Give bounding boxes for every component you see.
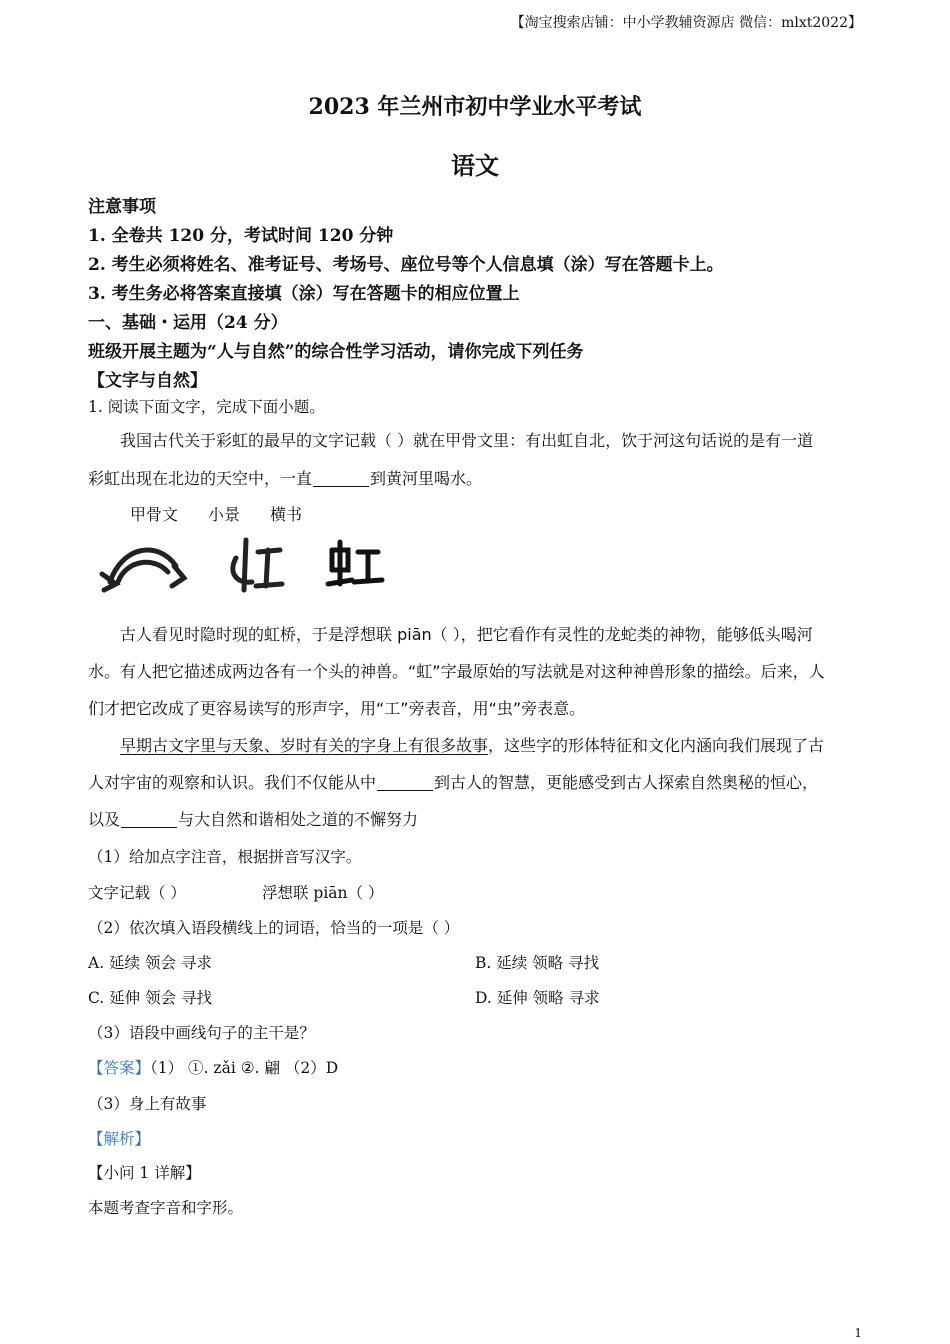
passage-line: 彩虹出现在北边的天空中，一直 到黄河里喝水。 — [88, 469, 483, 488]
passage-line: 古人看见时隐时现的虹桥，于是浮想联 piān（ ），把它看作有灵性的龙蛇类的神物，能够低头喝河 — [120, 625, 813, 644]
xiaojing-hong-glyph — [233, 540, 282, 590]
hengshu-hong-glyph — [328, 542, 382, 584]
subquestion-1-a: 文字记载（ ） — [88, 884, 186, 902]
passage-line: 人对宇宙的观察和认识。我们不仅能从中 到古人的智慧，更能感受到古人探索自然奥秘的恒心， — [88, 773, 819, 792]
passage-line: 以及 与大自然和谐相处之道的不懈努力 — [88, 810, 419, 829]
exam-title: 2023 年兰州市初中学业水平考试 — [308, 94, 642, 120]
subquestion-3: （3）语段中画线句子的主干是？ — [88, 1024, 315, 1042]
notice-item: 3. 考生务必将答案直接填（涂）写在答题卡的相应位置上 — [88, 284, 520, 304]
notice-heading: 注意事项 — [88, 197, 156, 217]
oracle-bone-hong-glyph — [102, 550, 184, 590]
notice-item: 1. 全卷共 120 分，考试时间 120 分钟 — [88, 226, 394, 246]
option-a: A. 延续 领会 寻求 — [88, 954, 212, 972]
subject-title: 语文 — [451, 151, 499, 180]
passage-line: 我国古代关于彩虹的最早的文字记载（ ）就在甲骨文里：有出虹自北，饮于河这句话说的是有一道 — [120, 431, 814, 450]
page-header: 【淘宝搜索店铺：中小学教辅资源店 微信：mlxt2022】 — [510, 15, 862, 31]
subquestion-1: （1）给加点字注音，根据拼音写汉字。 — [88, 848, 362, 866]
passage-line: 早期古文字里与天象、岁时有关的字身上有很多故事，这些字的形体特征和文化内涵向我们展现了古 — [120, 736, 825, 755]
subquestion-2: （2）依次填入语段横线上的词语，恰当的一项是（ ） — [88, 919, 460, 937]
analysis-label: 【解析】 — [88, 1130, 151, 1148]
analysis-text: 本题考查字音和字形。 — [88, 1199, 244, 1217]
fill-blank-2 — [377, 789, 433, 791]
part-title: 【文字与自然】 — [88, 371, 207, 391]
subquestion-1-b: 浮想联 piān（ ） — [262, 884, 384, 902]
script-label-xiaojing: 小景 — [208, 505, 241, 524]
question-stem: 1. 阅读下面文字，完成下面小题。 — [88, 398, 325, 416]
option-d: D. 延伸 领略 寻求 — [475, 989, 600, 1007]
fill-blank-3 — [121, 826, 177, 828]
analysis-subtitle: 【小问 1 详解】 — [88, 1164, 201, 1182]
passage-line: 水。有人把它描述成两边各有一个头的神兽。“虹”字最原始的写法就是对这种神兽形象的描绘。后来，人 — [88, 662, 825, 681]
answer-label: 【答案】 — [88, 1059, 151, 1077]
script-label-oracle: 甲骨文 — [130, 505, 179, 524]
answer-line: （3）身上有故事 — [88, 1095, 207, 1113]
answer-line: 【答案】（1） ①. zǎi ②. 翩 （2）D — [88, 1059, 339, 1077]
activity-intro: 班级开展主题为“人与自然”的综合性学习活动，请你完成下列任务 — [88, 342, 584, 362]
passage-line: 们才把它改成了更容易读写的形声字，用“工”旁表音，用“虫”旁表意。 — [88, 699, 586, 718]
option-b: B. 延续 领略 寻找 — [475, 954, 600, 972]
page-number: 1 — [854, 1326, 862, 1340]
underlined-sentence: 早期古文字里与天象、岁时有关的字身上有很多故事 — [120, 736, 489, 755]
fill-blank-1 — [313, 485, 369, 487]
notice-item: 2. 考生必须将姓名、准考证号、考场号、座位号等个人信息填（涂）写在答题卡上。 — [88, 255, 724, 275]
script-label-hengshu: 横书 — [270, 505, 303, 524]
option-c: C. 延伸 领会 寻找 — [88, 989, 213, 1007]
section-heading: 一、基础・运用（24 分） — [88, 313, 288, 333]
hong-character-images — [96, 536, 396, 598]
